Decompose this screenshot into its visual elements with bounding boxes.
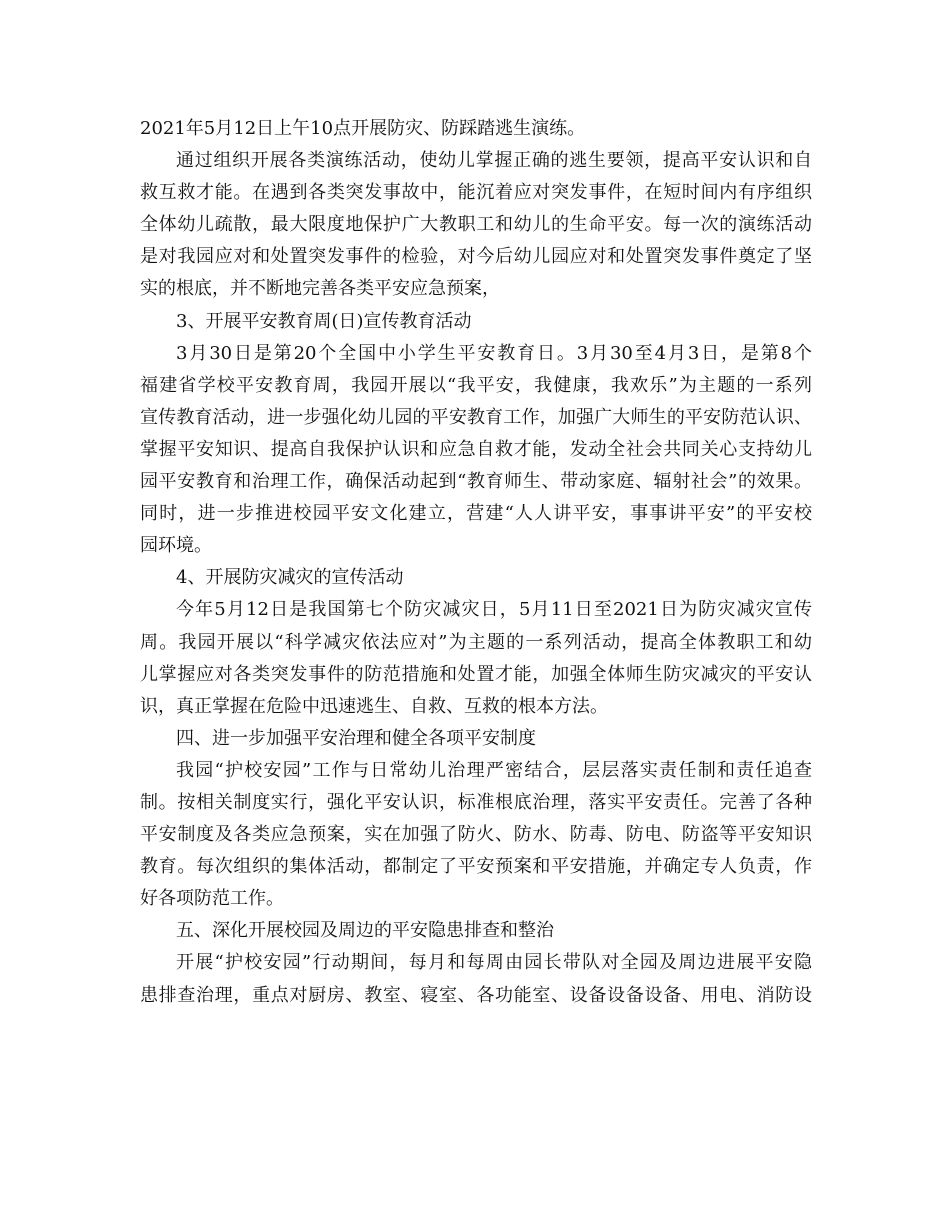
document-body xyxy=(140,113,812,1012)
text-line: 园环境。 xyxy=(140,535,212,557)
text-line: 识，真正掌握在危险中迅速逃生、自救、互救的根本方法。 xyxy=(140,695,608,717)
text-line: 4、开展防灾减灾的宣传活动 xyxy=(176,567,404,589)
text-line: 五、深化开展校园及周边的平安隐患排查和整治 xyxy=(176,920,554,942)
text-line: 我园“护校安园”工作与日常幼儿治理严密结合，层层落实责任制和责任追查 xyxy=(176,759,812,781)
text-line: 教育。每次组织的集体活动，都制定了平安预案和平安措施，并确定专人负责，作 xyxy=(140,856,812,878)
text-line: 通过组织开展各类演练活动，使幼儿掌握正确的逃生要领，提高平安认识和自 xyxy=(176,150,812,172)
text-line: 园平安教育和治理工作，确保活动起到“教育师生、带动家庭、辐射社会”的效果。 xyxy=(140,471,812,493)
text-line: 患排查治理，重点对厨房、教室、寝室、各功能室、设备设备设备、用电、消防设 xyxy=(140,984,812,1006)
text-line: 平安制度及各类应急预案，实在加强了防火、防水、防毒、防电、防盗等平安知识 xyxy=(140,824,812,846)
text-line: 制。按相关制度实行，强化平安认识，标准根底治理，落实平安责任。完善了各种 xyxy=(140,791,812,813)
text-line: 救互救才能。在遇到各类突发事故中，能沉着应对突发事件，在短时间内有序组织 xyxy=(140,182,812,204)
text-line: 掌握平安知识、提高自我保护认识和应急自救才能，发动全社会共同关心支持幼儿 xyxy=(140,438,812,460)
text-line: 周。我园开展以“科学减灾依法应对”为主题的一系列活动，提高全体教职工和幼 xyxy=(140,631,812,653)
text-line: 福建省学校平安教育周，我园开展以“我平安，我健康，我欢乐”为主题的一系列 xyxy=(140,374,812,396)
text-line: 3、开展平安教育周(日)宣传教育活动 xyxy=(176,310,472,332)
text-line: 3月30日是第20个全国中小学生平安教育日。3月30至4月3日，是第8个 xyxy=(176,342,812,364)
text-line: 宣传教育活动，进一步强化幼儿园的平安教育工作，加强广大师生的平安防范认识、 xyxy=(140,406,812,428)
text-line: 全体幼儿疏散，最大限度地保护广大教职工和幼儿的生命平安。每一次的演练活动 xyxy=(140,214,812,236)
text-line: 四、进一步加强平安治理和健全各项平安制度 xyxy=(176,727,536,749)
text-line: 儿掌握应对各类突发事件的防范措施和处置才能，加强全体师生防灾减灾的平安认 xyxy=(140,663,812,685)
text-line: 同时，进一步推进校园平安文化建立，营建“人人讲平安，事事讲平安”的平安校 xyxy=(140,503,812,525)
text-line: 2021年5月12日上午10点开展防灾、防踩踏逃生演练。 xyxy=(140,118,586,139)
text-line: 今年5月12日是我国第七个防灾减灾日，5月11日至2021日为防灾减灾宣传 xyxy=(176,599,812,621)
text-line: 好各项防范工作。 xyxy=(140,888,284,910)
text-line: 实的根底，并不断地完善各类平安应急预案， xyxy=(140,278,500,300)
text-line: 开展“护校安园”行动期间，每月和每周由园长带队对全园及周边进展平安隐 xyxy=(176,952,812,974)
text-line: 是对我园应对和处置突发事件的检验，对今后幼儿园应对和处置突发事件奠定了坚 xyxy=(140,246,812,268)
